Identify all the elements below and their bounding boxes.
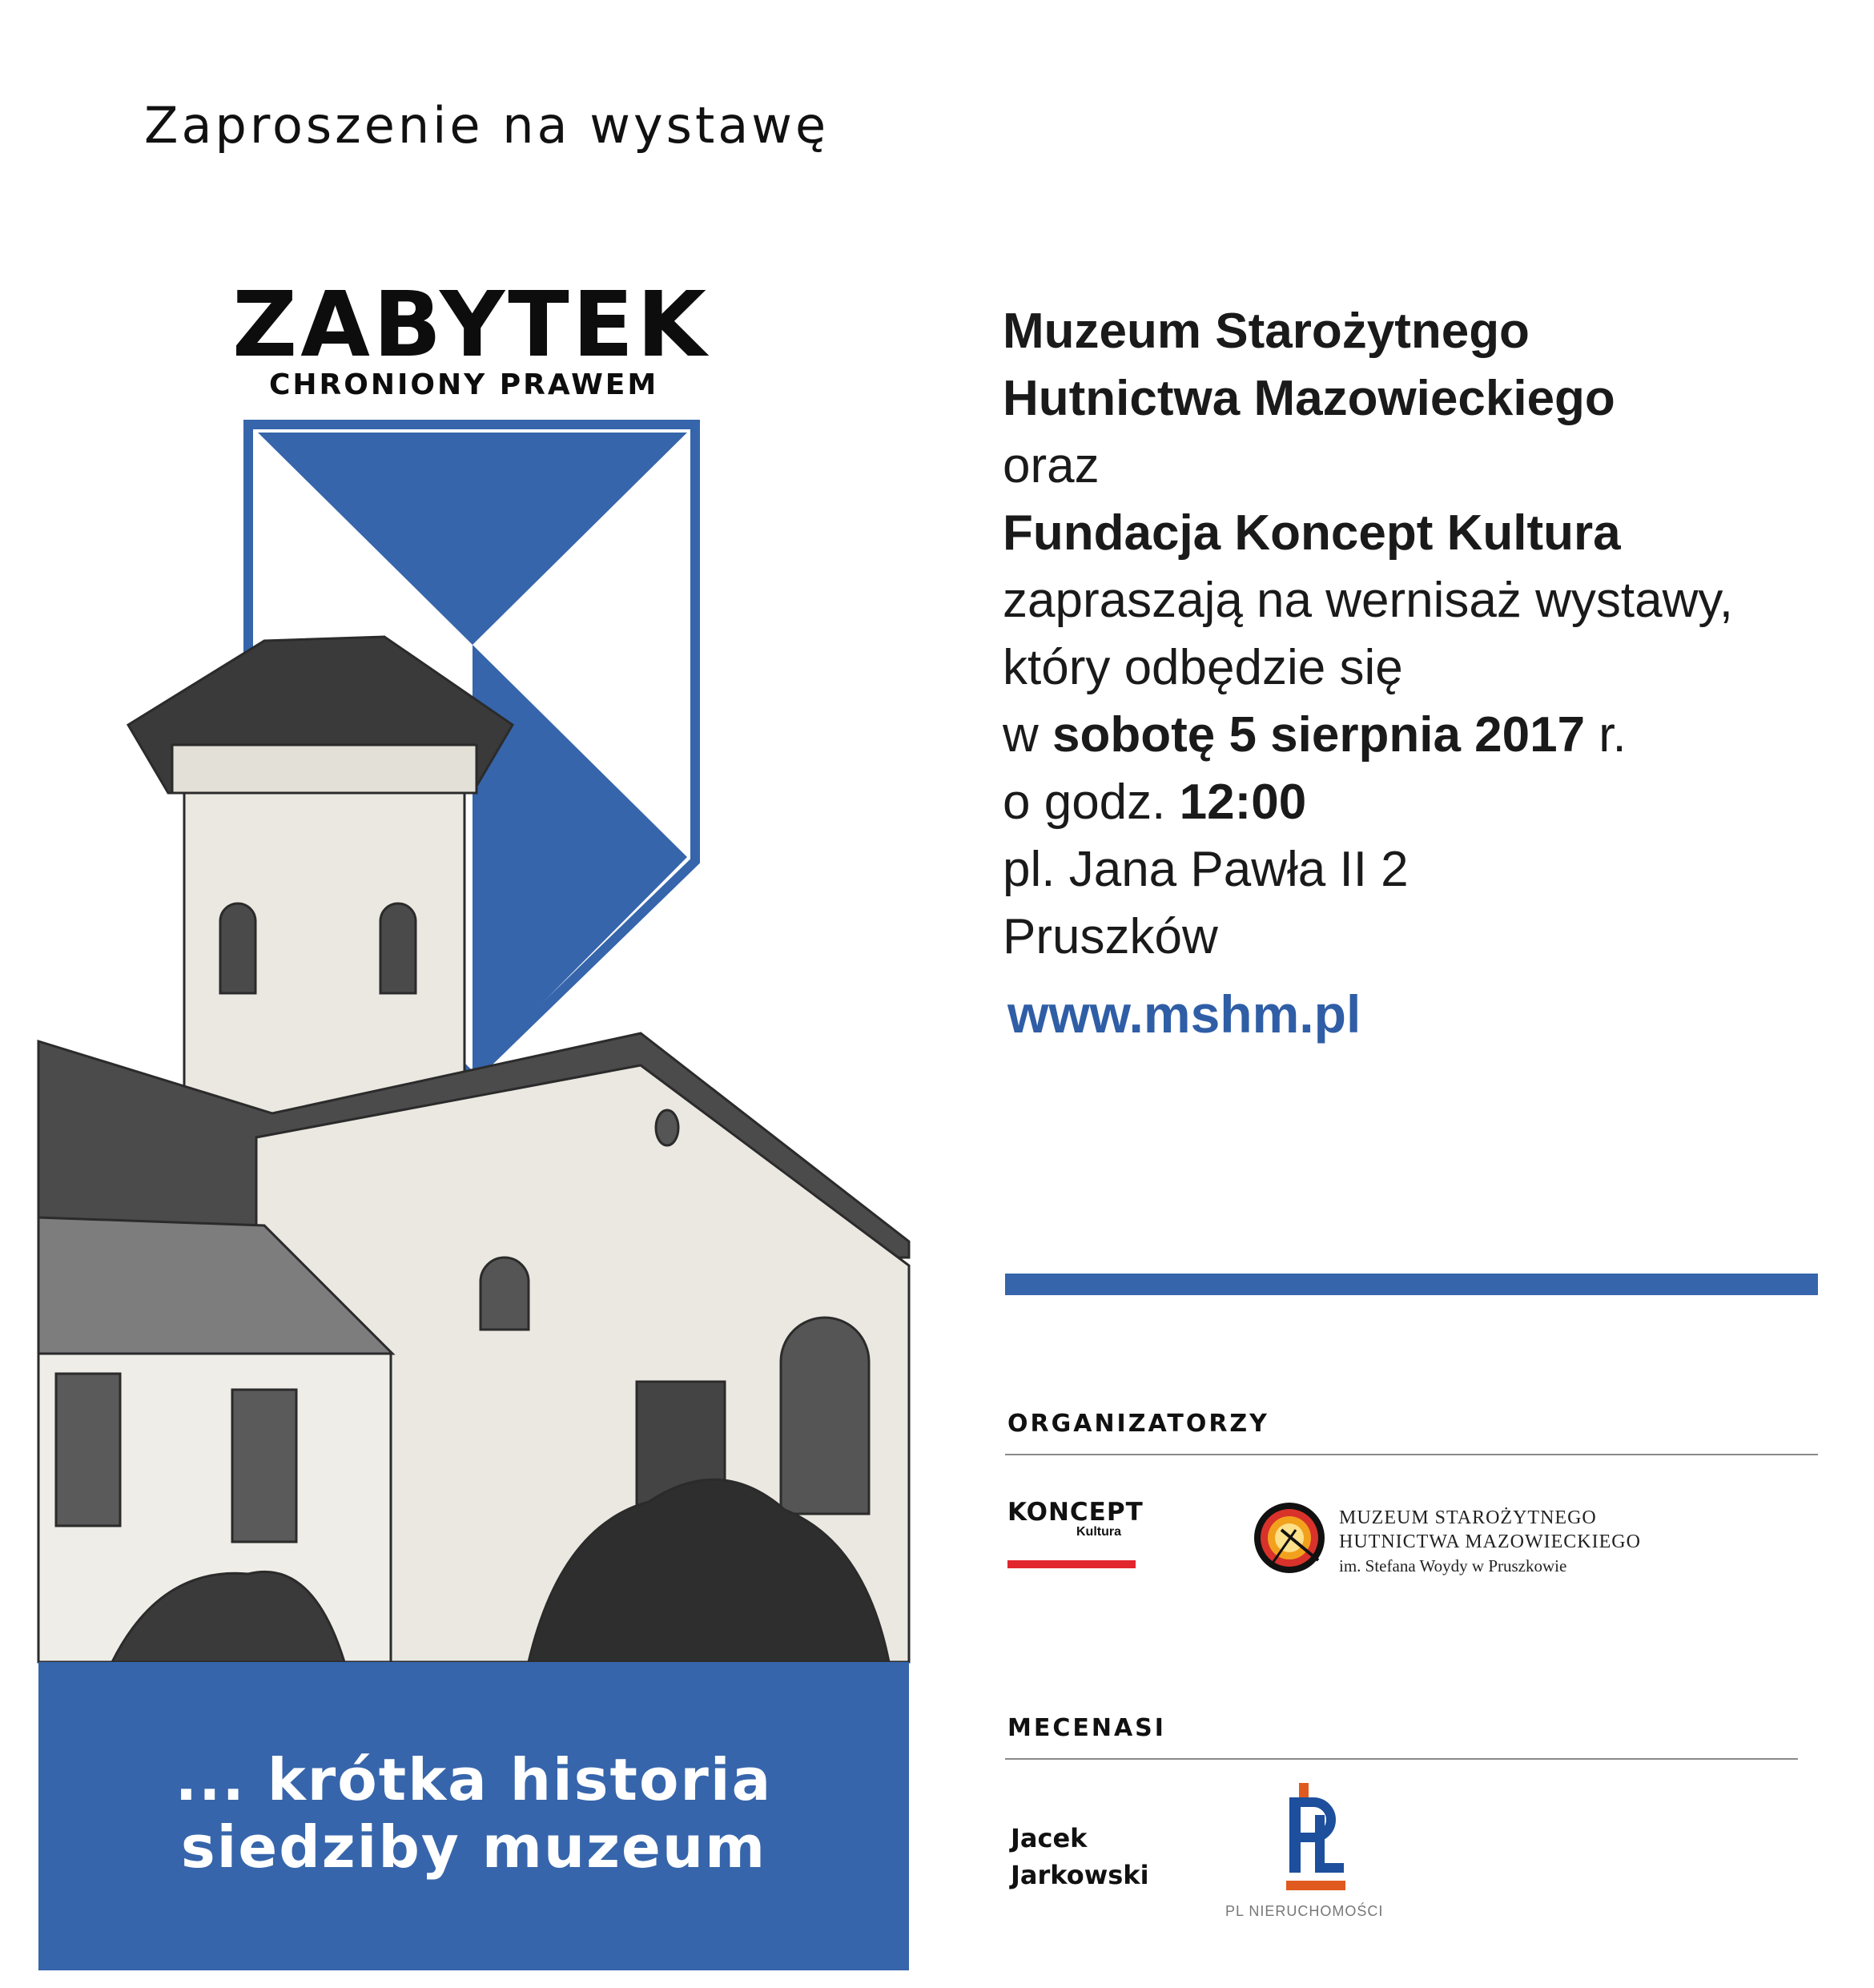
- koncept-kultura-logo: [1007, 1498, 1144, 1568]
- host-museum-line: Hutnictwa Mazowieckiego: [1003, 371, 1615, 426]
- poster-title: ZABYTEK: [232, 273, 710, 377]
- koncept-logo-sub: Kultura: [1076, 1525, 1121, 1539]
- building-illustration: [38, 637, 909, 1662]
- patron-first-name: Jacek: [1011, 1823, 1088, 1853]
- conjunction: oraz: [1003, 438, 1100, 493]
- event-address: pl. Jana Pawła II 2: [1003, 842, 1409, 897]
- patrons-rule: [1005, 1758, 1798, 1760]
- host-foundation: Fundacja Koncept Kultura: [1003, 505, 1621, 561]
- museum-logo-line: im. Stefana Woydy w Pruszkowie: [1339, 1556, 1567, 1576]
- museum-logo-line: HUTNICTWA MAZOWIECKIEGO: [1339, 1531, 1641, 1552]
- organizers-rule: [1005, 1454, 1818, 1455]
- poster-caption-line: ... krótka historia: [175, 1746, 773, 1813]
- time-prefix: o godz.: [1003, 775, 1180, 830]
- koncept-logo-bar: [1007, 1560, 1136, 1568]
- patrons-label: MECENASI: [1007, 1714, 1166, 1742]
- museum-logo-line: MUZEUM STAROŻYTNEGO: [1339, 1507, 1597, 1528]
- patron-last-name: Jarkowski: [1011, 1860, 1149, 1890]
- time-value: 12:00: [1179, 775, 1307, 830]
- museum-emblem-icon: [1249, 1498, 1329, 1578]
- date-value: sobotę 5 sierpnia 2017: [1052, 707, 1586, 763]
- event-date: [1003, 702, 1836, 769]
- poster-subtitle: CHRONIONY PRAWEM: [269, 368, 659, 401]
- website-link[interactable]: www.mshm.pl: [1007, 984, 1361, 1044]
- patron-name: [1011, 1820, 1149, 1893]
- event-time: [1003, 769, 1836, 836]
- event-city: Pruszków: [1003, 909, 1218, 964]
- invitation-text: zapraszają na wernisaż wystawy,: [1003, 573, 1733, 628]
- pl-nieruchomosci-logo-icon: [1281, 1783, 1353, 1895]
- section-divider: [1005, 1274, 1818, 1295]
- invitation-text: który odbędzie się: [1003, 640, 1403, 695]
- organizers-label: ORGANIZATORZY: [1007, 1410, 1269, 1438]
- pl-logo-caption: PL NIERUCHOMOŚCI: [1225, 1903, 1384, 1919]
- host-museum-line: Muzeum Starożytnego: [1003, 304, 1530, 359]
- poster-caption: [38, 1746, 909, 1881]
- poster-caption-line: siedziby muzeum: [180, 1813, 767, 1881]
- museum-logo-text: [1339, 1506, 1641, 1578]
- invitation-details: [1003, 298, 1836, 971]
- date-suffix: r.: [1585, 707, 1627, 763]
- date-prefix: w: [1003, 707, 1052, 763]
- koncept-logo-word: KONCEPT: [1007, 1498, 1144, 1527]
- invitation-heading: Zaproszenie na wystawę: [144, 96, 830, 155]
